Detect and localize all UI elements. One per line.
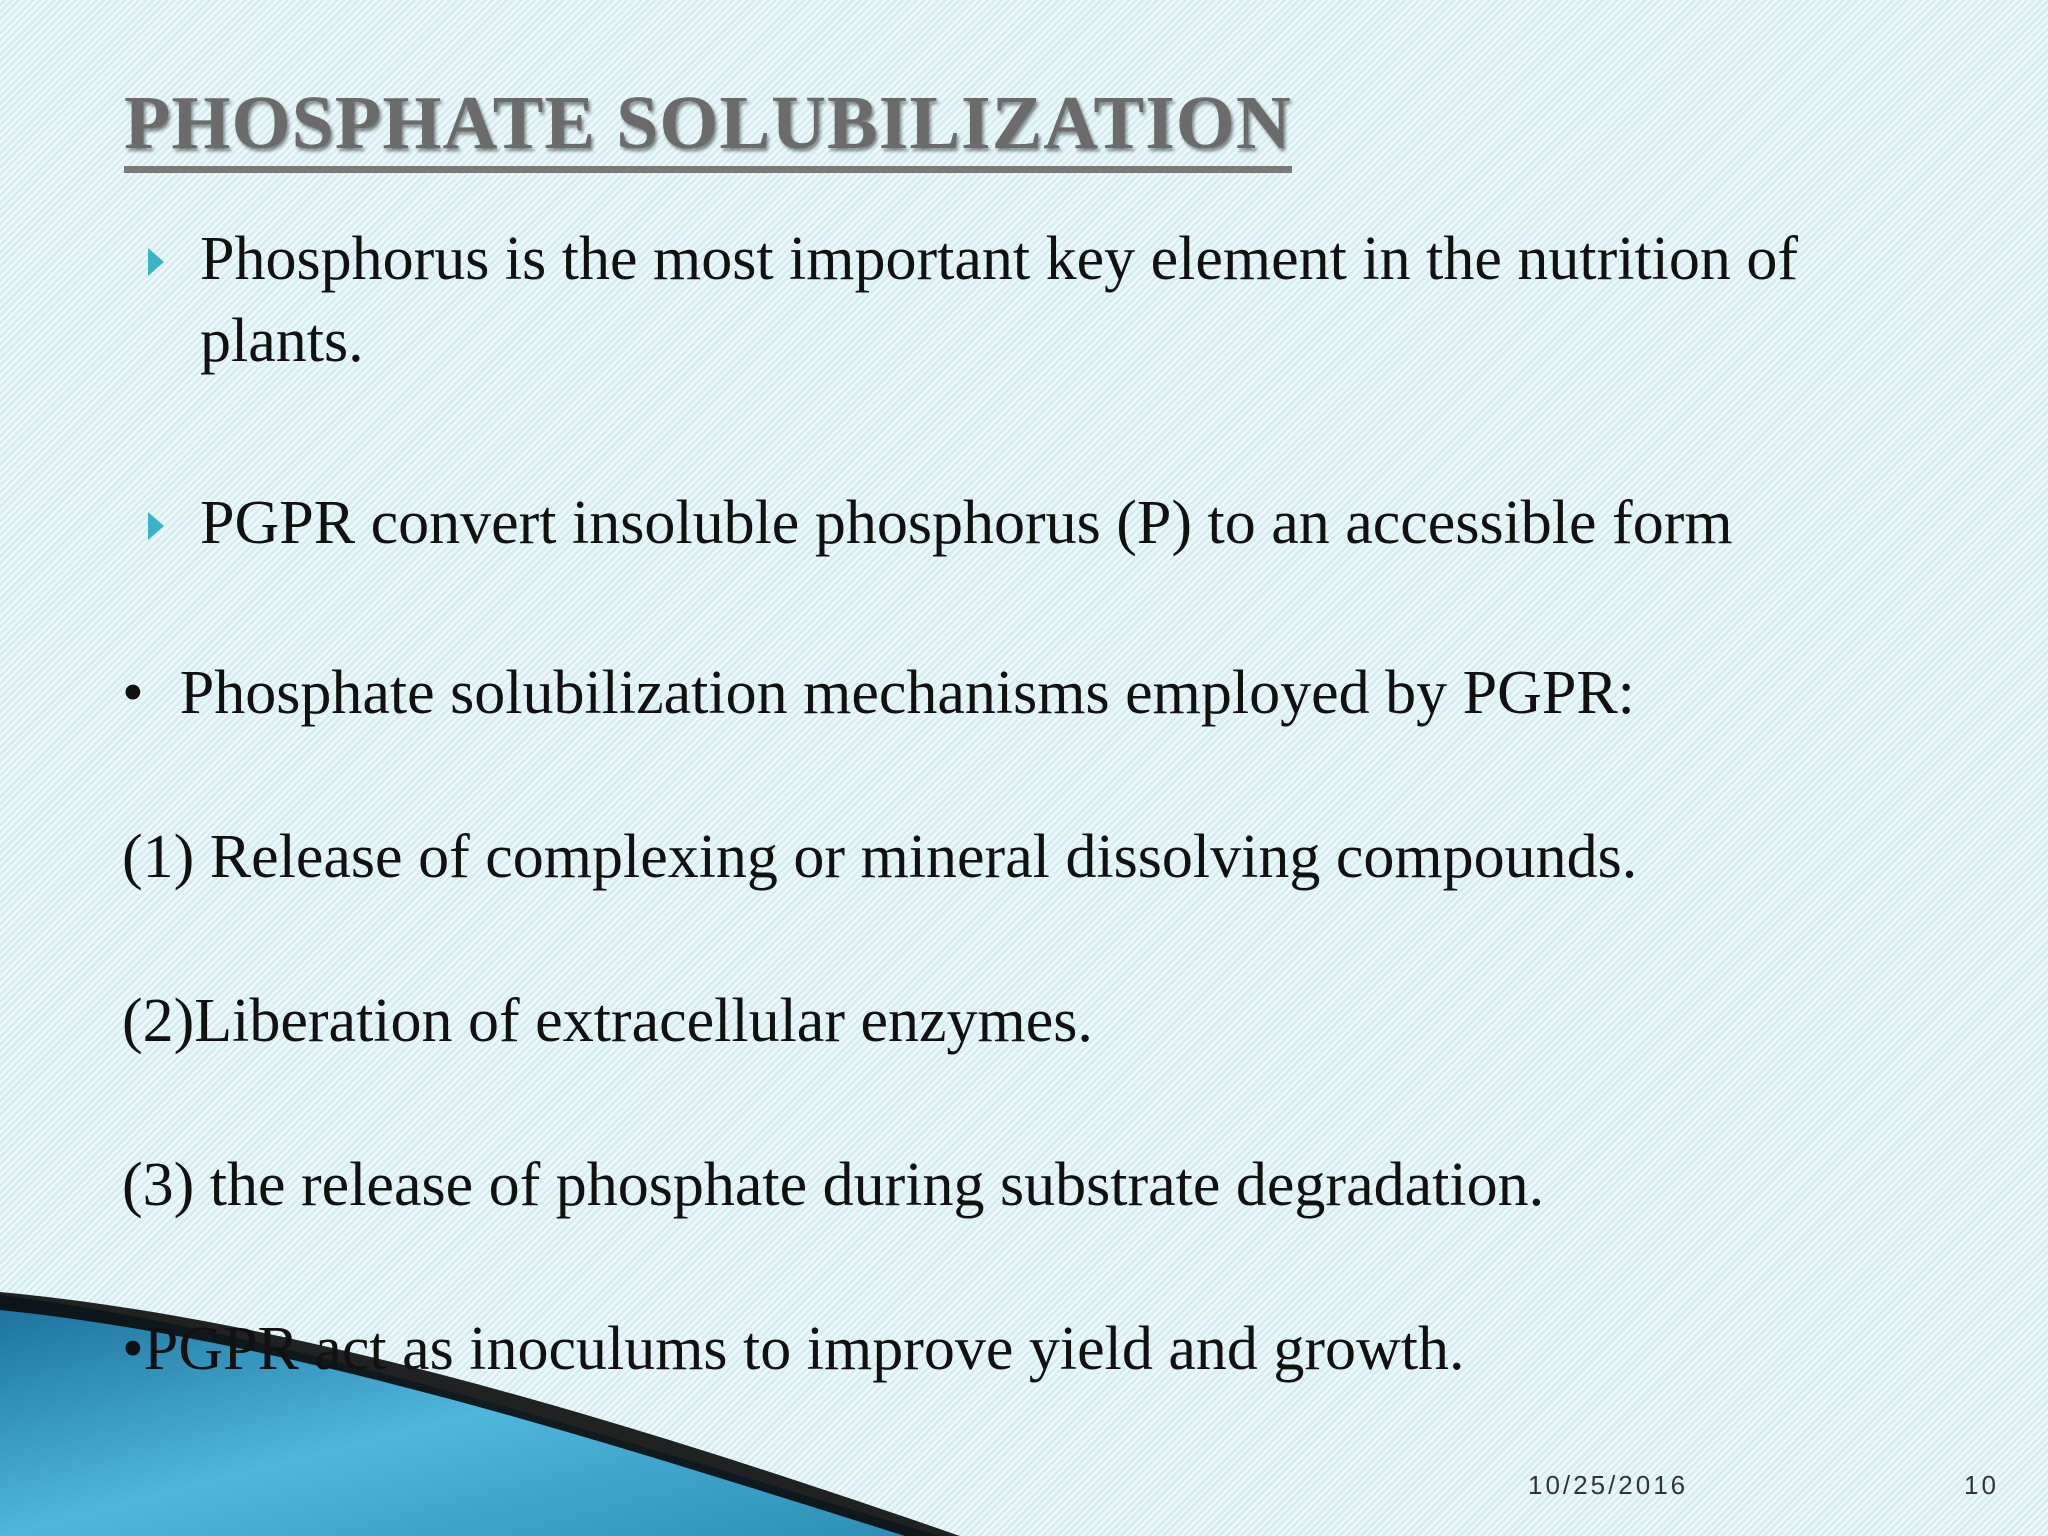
slide-title: PHOSPHATE SOLUBILIZATION xyxy=(124,84,1292,173)
bullet-text: PGPR convert insoluble phosphorus (P) to an accessible form xyxy=(200,489,1733,557)
mechanisms-heading-text: Phosphate solubilization mechanisms employed by PGPR: xyxy=(179,659,1635,727)
arrow-bullet-icon xyxy=(148,512,164,540)
final-bullet xyxy=(122,1308,1465,1390)
arrow-bullet-icon xyxy=(148,248,164,276)
bullet-text: Phosphorus is the most important key element in the nutrition of plants. xyxy=(200,225,1799,375)
footer-date: 10/25/2016 xyxy=(1528,1470,1689,1500)
bullet-item xyxy=(148,218,1948,382)
mechanism-item: (2)Liberation of extracellular enzymes. xyxy=(122,987,1093,1055)
dot-bullet-icon: • xyxy=(122,659,144,727)
mechanism-item: (1) Release of complexing or mineral dissolving compounds. xyxy=(122,823,1638,891)
mechanism-item: (3) the release of phosphate during substrate degradation. xyxy=(122,1151,1545,1219)
mechanisms-heading xyxy=(122,652,1635,734)
bullet-item xyxy=(148,482,1733,564)
dot-bullet-icon: • xyxy=(122,1315,144,1383)
page-number: 10 xyxy=(1964,1470,1999,1500)
final-bullet-text: PGPR act as inoculums to improve yield and growth. xyxy=(143,1315,1465,1383)
